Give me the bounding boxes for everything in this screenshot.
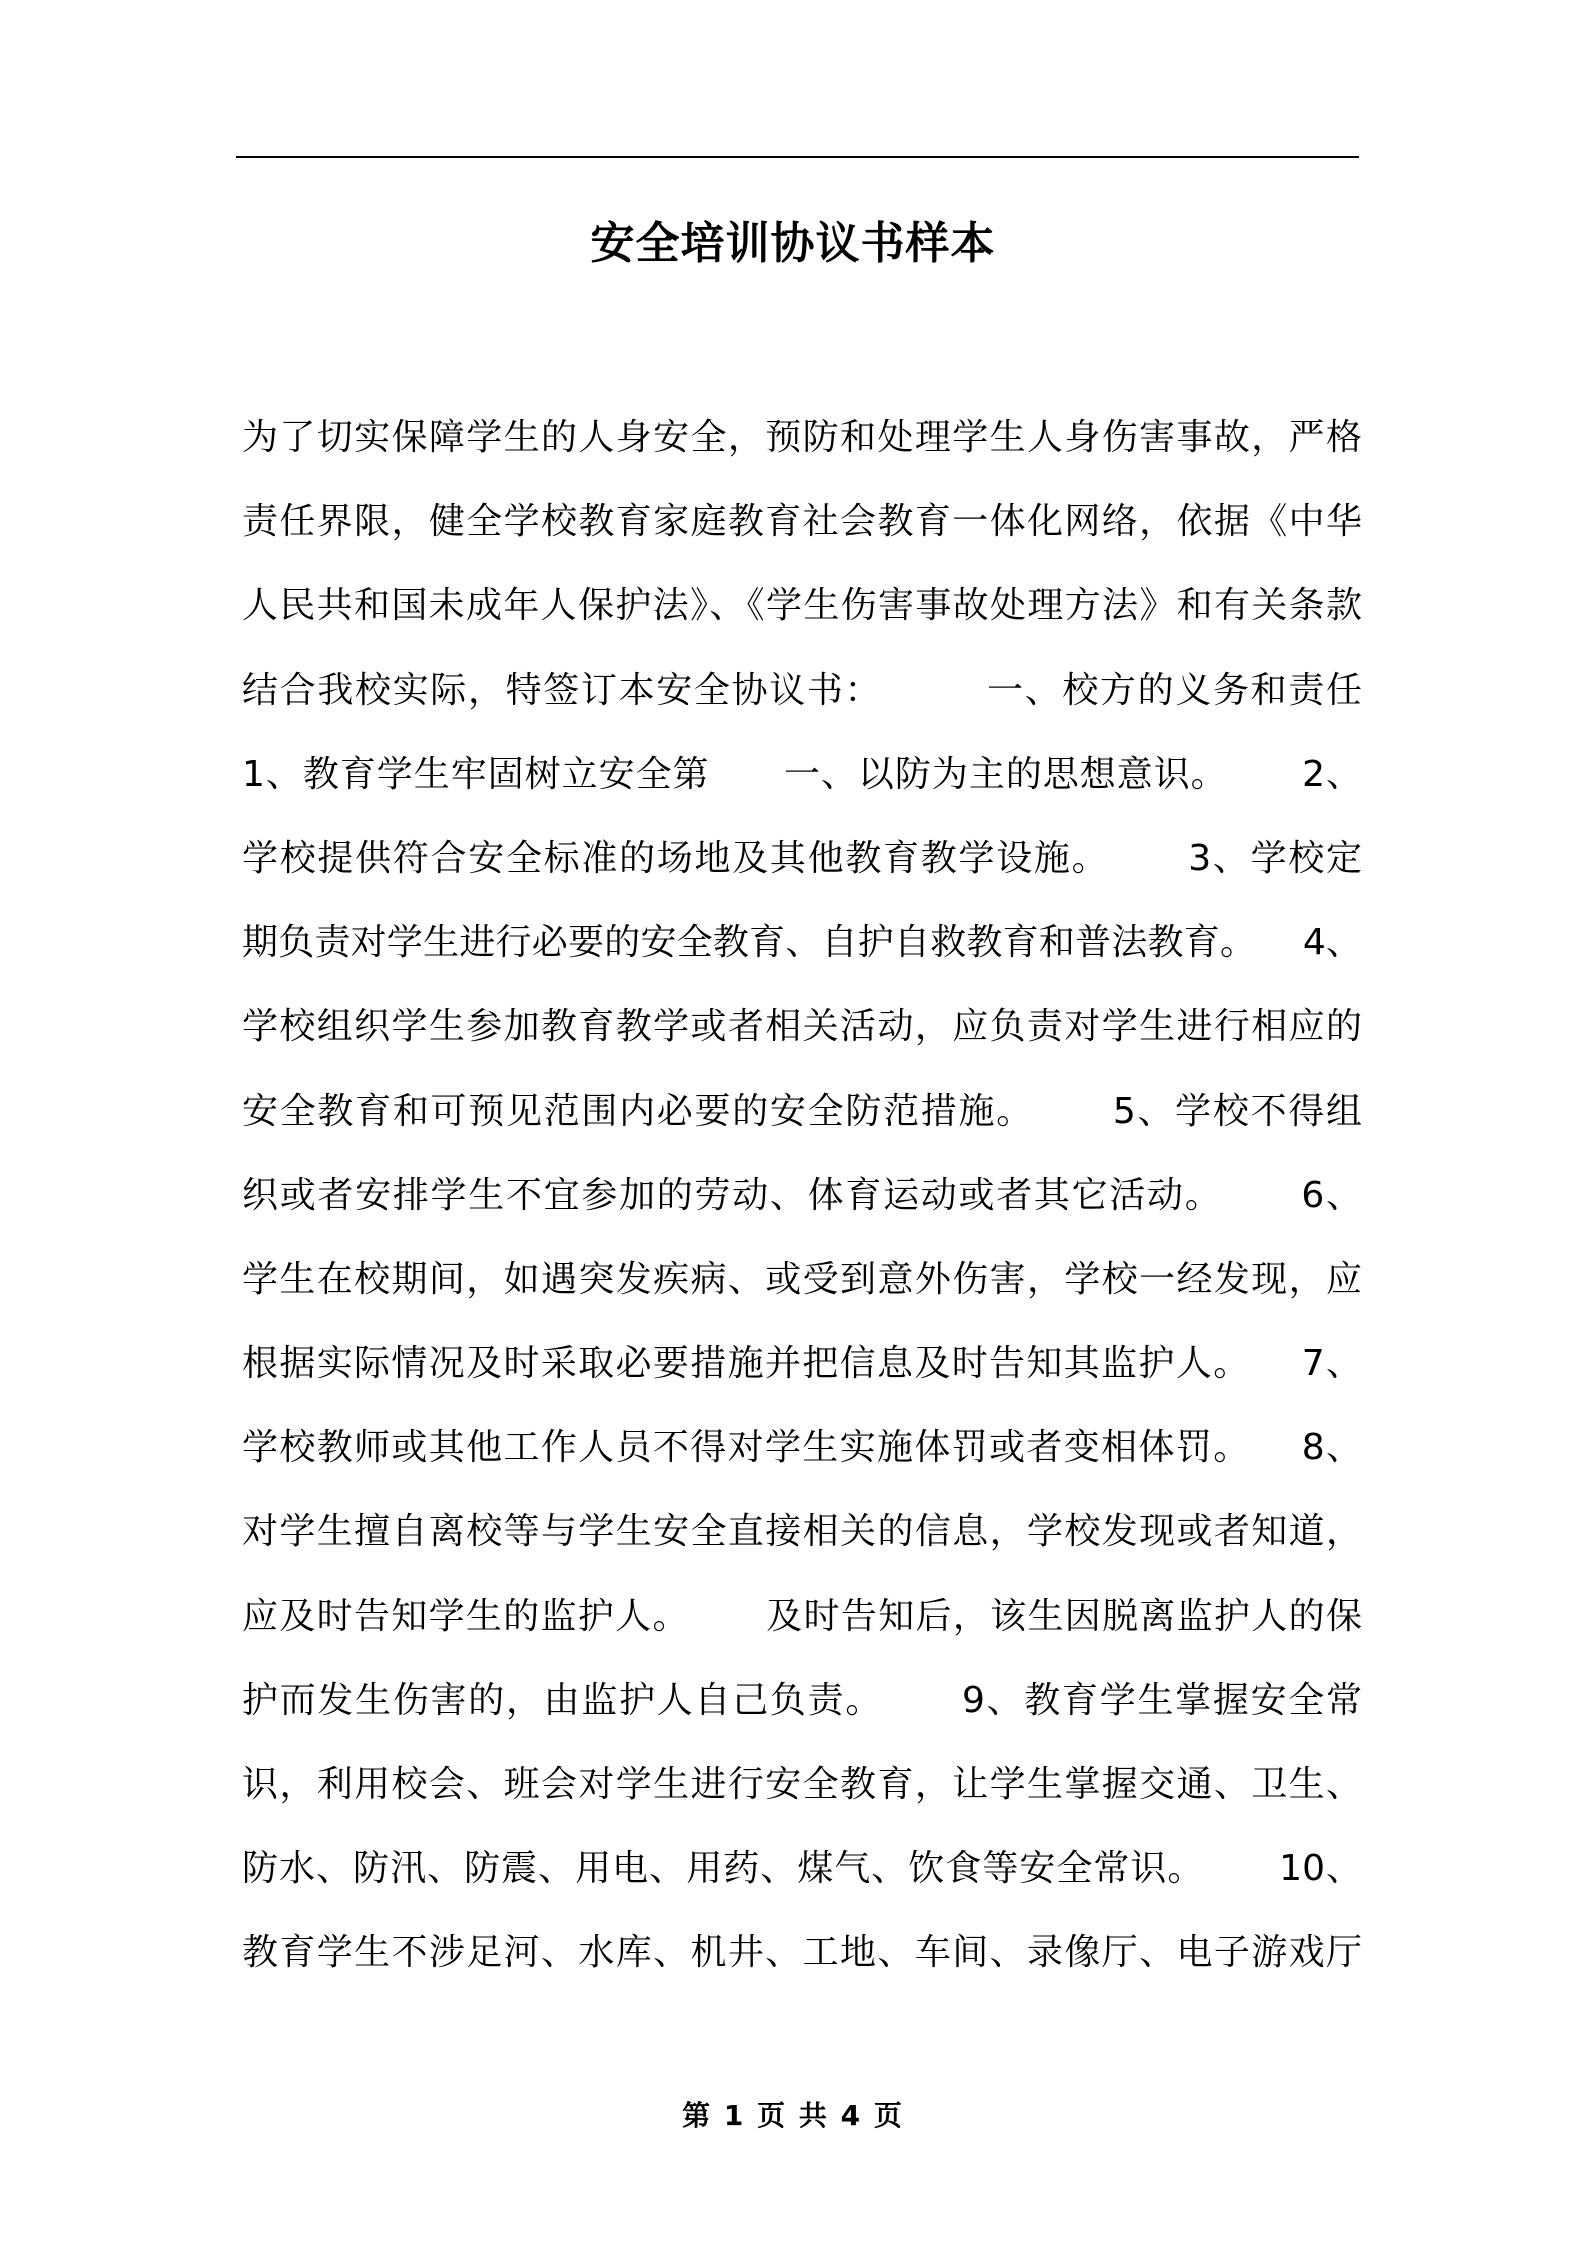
- body-line: 安全教育和可预见范围内必要的安全防范措施。 5、学校不得组: [242, 1090, 1362, 1132]
- body-line: 责任界限，健全学校教育家庭教育社会教育一体化网络，依据《中华: [242, 501, 1362, 543]
- body-line: 教育学生不涉足河、水库、机井、工地、车间、录像厅、电子游戏厅: [242, 1932, 1362, 1974]
- body-line: 学生在校期间，如遇突发疾病、或受到意外伤害，学校一经发现，应: [242, 1258, 1362, 1300]
- body-line: 1、教育学生牢固树立安全第 一、以防为主的思想意识。 2、: [242, 753, 1362, 795]
- header-rule: [236, 156, 1359, 158]
- body-line: 学校提供符合安全标准的场地及其他教育教学设施。 3、学校定: [242, 837, 1362, 879]
- body-line: 对学生擅自离校等与学生安全直接相关的信息，学校发现或者知道，: [242, 1511, 1362, 1553]
- body-line: 学校组织学生参加教育教学或者相关活动，应负责对学生进行相应的: [242, 1006, 1362, 1048]
- body-line: 根据实际情况及时采取必要措施并把信息及时告知其监护人。 7、: [242, 1343, 1362, 1385]
- body-line: 结合我校实际，特签订本安全协议书： 一、校方的义务和责任: [242, 669, 1362, 711]
- document-body: [242, 408, 1362, 2008]
- body-line: 期负责对学生进行必要的安全教育、自护自救教育和普法教育。 4、: [242, 922, 1362, 964]
- page-number: 第 1 页 共 4 页: [682, 2099, 904, 2132]
- document-title: 安全培训协议书样本: [590, 218, 996, 269]
- body-line: 应及时告知学生的监护人。 及时告知后，该生因脱离监护人的保: [242, 1595, 1362, 1637]
- body-line: 人民共和国未成年人保护法》、《学生伤害事故处理方法》和有关条款: [242, 585, 1362, 627]
- body-line: 学校教师或其他工作人员不得对学生实施体罚或者变相体罚。 8、: [242, 1427, 1362, 1469]
- body-line: 防水、防汛、防震、用电、用药、煤气、饮食等安全常识。 10、: [242, 1848, 1362, 1890]
- body-line: 识，利用校会、班会对学生进行安全教育，让学生掌握交通、卫生、: [242, 1764, 1362, 1805]
- body-line: 护而发生伤害的，由监护人自己负责。 9、教育学生掌握安全常: [242, 1679, 1362, 1721]
- body-line: 为了切实保障学生的人身安全，预防和处理学生人身伤害事故，严格: [242, 417, 1362, 458]
- body-line: 织或者安排学生不宜参加的劳动、体育运动或者其它活动。 6、: [242, 1174, 1362, 1216]
